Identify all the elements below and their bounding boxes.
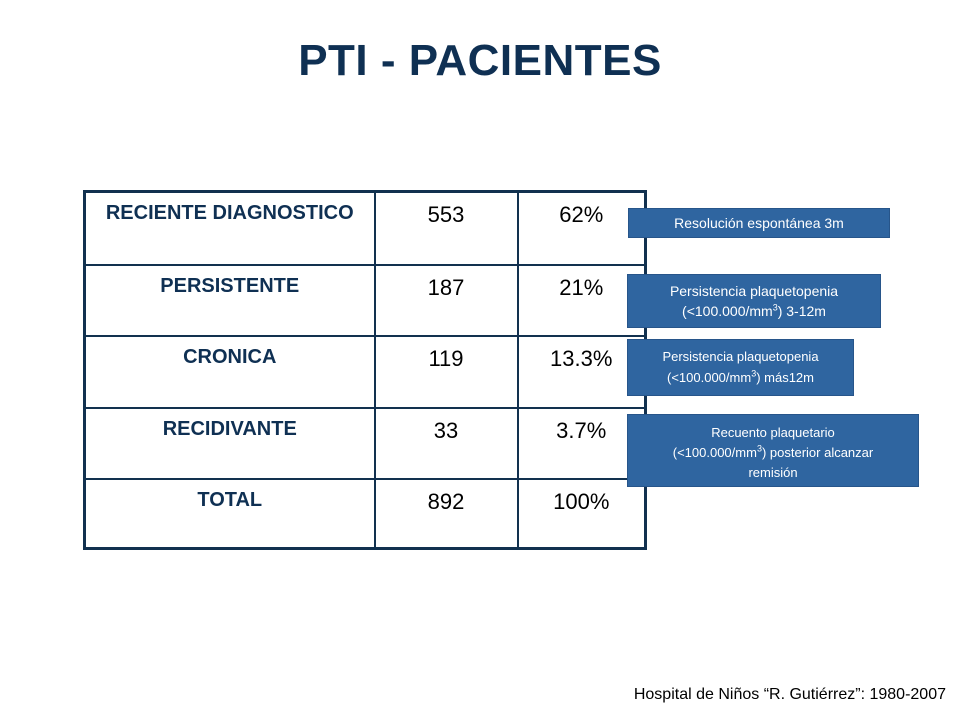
table-row [85, 336, 646, 408]
table-row [85, 192, 646, 265]
row-percent: 13.3% [518, 336, 646, 408]
row-label: RECIENTE DIAGNOSTICO [85, 192, 375, 265]
row-label: RECIDIVANTE [85, 408, 375, 479]
row-label: TOTAL [85, 479, 375, 549]
row-count: 892 [375, 479, 518, 549]
row-count: 119 [375, 336, 518, 408]
note-line: remisión [748, 465, 798, 480]
row-percent: 21% [518, 265, 646, 336]
note-persistente [627, 274, 881, 328]
table-row [85, 265, 646, 336]
note-line: Recuento plaquetario [711, 425, 835, 440]
note-cronica [627, 339, 854, 396]
page-title: PTI - PACIENTES [298, 36, 662, 85]
row-percent: 3.7% [518, 408, 646, 479]
table-row-total [85, 479, 646, 549]
row-count: 187 [375, 265, 518, 336]
table-row [85, 408, 646, 479]
note-line: Resolución espontánea 3m [674, 215, 844, 231]
note-line: $(<100.000/mm^3)$ posterior alcanzar [672, 443, 874, 460]
note-recidivante [627, 414, 919, 487]
note-line: Persistencia plaquetopenia [662, 349, 819, 364]
row-label: PERSISTENTE [85, 265, 375, 336]
row-label: CRONICA [85, 336, 375, 408]
row-count: 33 [375, 408, 518, 479]
note-line: $(<100.000/mm^3)$ más12m [667, 368, 814, 385]
row-percent: 62% [518, 192, 646, 265]
row-count: 553 [375, 192, 518, 265]
note-line: Persistencia plaquetopenia [669, 283, 839, 299]
source-footer: Hospital de Niños “R. Gutiérrez”: 1980-2007 [633, 686, 946, 703]
note-reciente-diagnostico [628, 208, 890, 238]
note-line: $(<100.000/mm^3)$ 3-12m [682, 302, 826, 319]
row-percent: 100% [518, 479, 646, 549]
patients-table [83, 190, 647, 550]
